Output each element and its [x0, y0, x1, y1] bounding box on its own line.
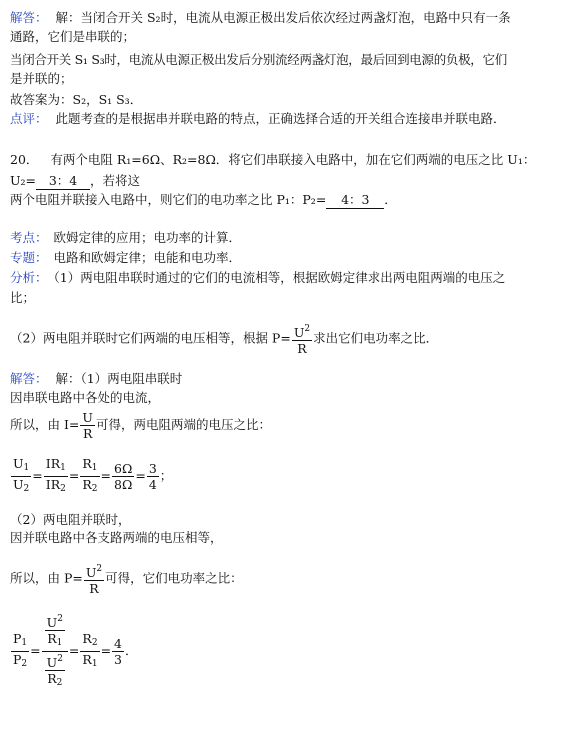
answer-blank-1: 3：4	[36, 173, 90, 190]
formula-u-over-r: $\frac{U}{R}$	[82, 410, 93, 441]
kaodian: 考点： 欧姆定律的应用；电功率的计算．	[10, 230, 242, 245]
r1-over-r2: $\frac{R_1}{R_2}$	[82, 456, 98, 494]
p1-over-p2: $\frac{P_1}{P_2}$	[13, 631, 28, 669]
jieda-line6: 因并联电路中各支路两端的电压相等，	[10, 530, 223, 545]
jieda: 解答： 解：（1）两电阻串联时	[10, 371, 183, 386]
u1-over-u2: $\frac{U_1}{U_2}$	[13, 456, 30, 494]
jieda-line2: 因串联电路中各处的电流，	[10, 390, 161, 405]
zhuanti-tag: 专题：	[10, 250, 48, 265]
fenxi: 分析： （1）两电阻串联时通过的它们的电流相等，根据欧姆定律求出两电阻两端的电压之	[10, 270, 506, 285]
jieda-line7: 所以，由 P= $\frac{U^2}{R}$ 可得，它们电功率之比：	[10, 564, 243, 596]
comment-tag: 点评：	[10, 111, 48, 126]
equation-voltage-ratio: $\frac{U_1}{U_2}$ = $\frac{IR_1}{IR_2}$ = $\frac{R_1}{R_2}$ = $\frac{6\Omega}{8\Omega}$ = $\frac{3}{4}$ ；	[10, 456, 172, 497]
ohm-ratio: $\frac{6\Omega}{8\Omega}$	[114, 461, 133, 492]
q19-answer-line2: 通路，它们是串联的；	[10, 29, 136, 44]
formula-u2-over-r: $\frac{U^2}{R}$	[293, 324, 311, 356]
answer-tag: 解答：	[10, 10, 48, 25]
power-ratio-result: $\frac{4}{3}$	[114, 636, 122, 667]
fenxi-tag: 分析：	[10, 270, 48, 285]
q20-line1: 20． 有两个电阻 R₁=6Ω、R₂=8Ω．将它们串联接入电路中，加在它们两端的电压之比 U₁：	[10, 152, 536, 167]
ir1-over-ir2: $\frac{IR_1}{IR_2}$	[45, 456, 66, 494]
fenxi-line2: 比；	[10, 290, 36, 305]
voltage-ratio-result: $\frac{3}{4}$	[148, 461, 157, 492]
kaodian-tag: 考点：	[10, 230, 48, 245]
q19-answer-line1: 解答： 解：当闭合开关 S₂时，电流从电源正极出发后依次经过两盏灯泡，电路中只有一条	[10, 10, 511, 25]
fenxi-part2: （2）两电阻并联时它们两端的电压相等，根据 P= $\frac{U^2}{R}$ 求出它们电功率之比．	[10, 324, 439, 356]
q19-answer-line5: 故答案为：S₂，S₁ S₃．	[10, 92, 143, 107]
q19-comment: 点评： 此题考查的是根据串并联电路的特点，正确选择合适的开关组合连接串并联电路．	[10, 111, 506, 126]
jieda-line3: 所以，由 I= $\frac{U}{R}$ 可得，两电阻两端的电压之比：	[10, 410, 271, 441]
zhuanti: 专题： 电路和欧姆定律；电能和电功率．	[10, 250, 242, 265]
question-number: 20．	[10, 152, 39, 167]
jieda-line5: （2）两电阻并联时，	[10, 512, 131, 527]
equation-power-ratio: $\frac{P_1}{P_2}$ = $\frac{\frac{U^2}{R_1}}{\frac{U^2}{R_2}}$ = $\frac{R_2}{R_1}$ = $\frac{4}{3}$ ．	[10, 612, 138, 691]
formula-u2-over-r-2: $\frac{U^2}{R}$	[85, 564, 103, 596]
compound-fraction: $\frac{\frac{U^2}{R_1}}{\frac{U^2}{R_2}}$	[42, 612, 68, 691]
q19-answer-line3: 当闭合开关 S₁ S₃时，电流从电源正极出发后分别流经两盏灯泡，最后回到电源的负极，它们	[10, 52, 507, 67]
q20-line3: 两个电阻并联接入电路中，则它们的电功率之比 P₁：P₂= 4：3 ．	[10, 192, 397, 207]
q20-line2: U₂= 3：4 ，若将这	[10, 173, 141, 188]
r2-over-r1: $\frac{R_2}{R_1}$	[82, 631, 98, 669]
jieda-tag: 解答：	[10, 371, 48, 386]
q19-answer-line4: 是并联的；	[10, 71, 73, 86]
answer-blank-2: 4：3	[326, 192, 384, 209]
